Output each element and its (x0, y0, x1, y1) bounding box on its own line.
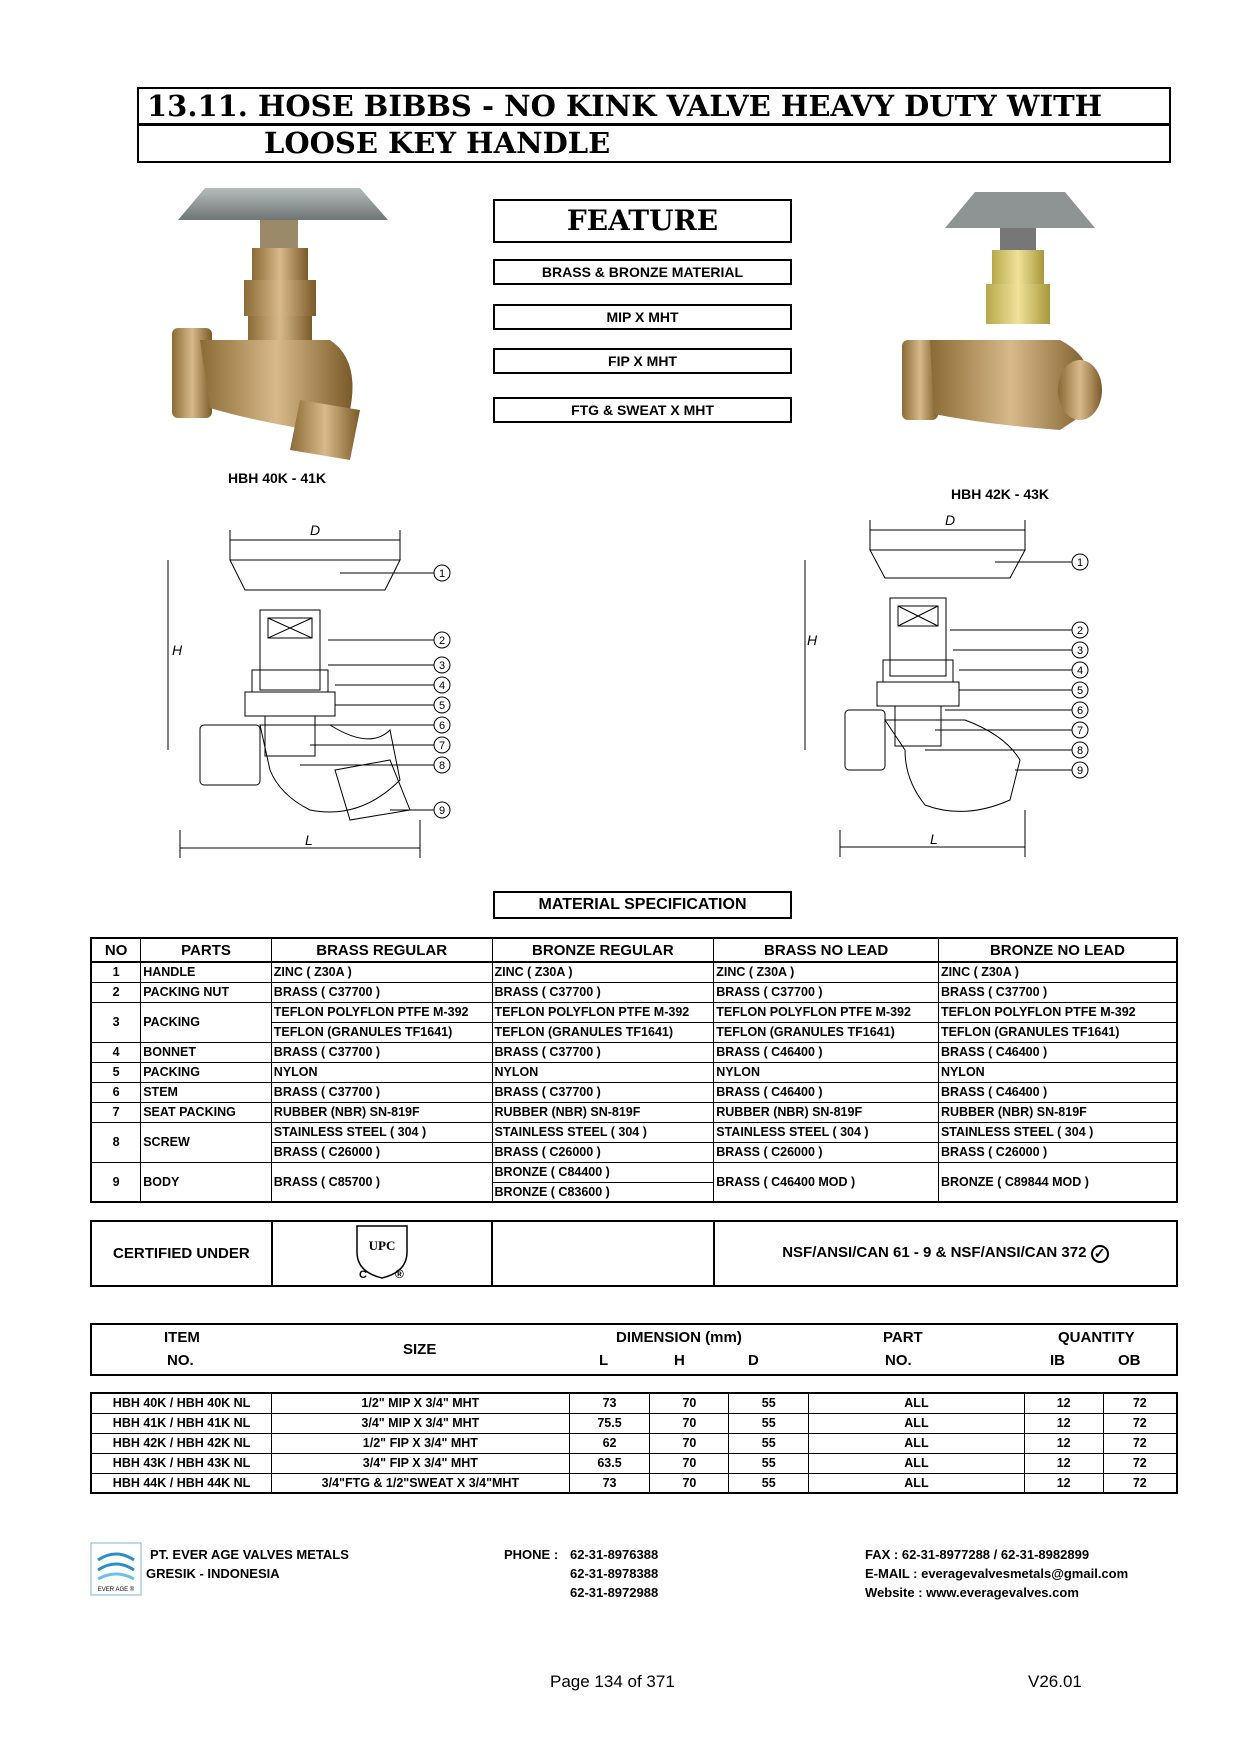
row-no: 4 (91, 1042, 141, 1062)
dim-label-l: L (305, 832, 313, 848)
cell: STAINLESS STEEL ( 304 ) (271, 1122, 492, 1142)
callout: 4 (1076, 665, 1084, 677)
cell: STAINLESS STEEL ( 304 ) (714, 1122, 939, 1142)
table-row (91, 1002, 1177, 1022)
version: V26.01 (1028, 1672, 1082, 1691)
header-h: H (674, 1352, 685, 1369)
header-part-no: NO. (885, 1352, 912, 1369)
row-no: 8 (91, 1122, 141, 1162)
feature-item: MIP X MHT (493, 304, 792, 330)
section-title-line2: LOOSE KEY HANDLE (137, 124, 1171, 163)
header-quantity: QUANTITY (1058, 1329, 1135, 1346)
cell: BRASS ( C26000 ) (271, 1142, 492, 1162)
cell: BRASS ( C37700 ) (271, 982, 492, 1002)
header-size: SIZE (403, 1341, 437, 1358)
header-d: D (748, 1352, 759, 1369)
row-part: HANDLE (141, 962, 272, 982)
cell-h: 70 (650, 1473, 729, 1493)
cell: BRASS ( C37700 ) (271, 1042, 492, 1062)
cell-l: 73 (569, 1473, 650, 1493)
callout: 2 (1076, 625, 1084, 637)
row-no: 3 (91, 1002, 141, 1042)
cell: RUBBER (NBR) SN-819F (492, 1102, 714, 1122)
cell: RUBBER (NBR) SN-819F (714, 1102, 939, 1122)
company-name: PT. EVER AGE VALVES METALS (150, 1547, 349, 1562)
row-no: 2 (91, 982, 141, 1002)
cell: BRASS ( C37700 ) (492, 1082, 714, 1102)
phone-2: 62-31-8978388 (570, 1566, 659, 1581)
callout: 2 (438, 635, 446, 647)
cell: BRASS ( C26000 ) (714, 1142, 939, 1162)
cell-h: 70 (650, 1393, 729, 1413)
cell-ib: 12 (1024, 1393, 1103, 1413)
fax: FAX : 62-31-8977288 / 62-31-8982899 (865, 1547, 1090, 1562)
cell-part: ALL (809, 1453, 1025, 1473)
row-part: BODY (141, 1162, 272, 1202)
cell: ZINC ( Z30A ) (938, 962, 1177, 982)
cell: TEFLON POLYFLON PTFE M-392 (714, 1002, 939, 1022)
cell: TEFLON POLYFLON PTFE M-392 (938, 1002, 1177, 1022)
upc-logo (349, 1222, 415, 1280)
dimension-table-header (90, 1323, 1178, 1376)
header-item: ITEM (164, 1329, 200, 1346)
table-row (91, 982, 1177, 1002)
callout: 6 (1076, 705, 1084, 717)
check-badge-icon: ✓ (1091, 1245, 1109, 1263)
callout: 7 (1076, 725, 1084, 737)
column-header: NO (91, 938, 141, 962)
cell-ib: 12 (1024, 1473, 1103, 1493)
callout: 6 (438, 720, 446, 732)
cell: ZINC ( Z30A ) (271, 962, 492, 982)
row-no: 9 (91, 1162, 141, 1202)
column-header: BRASS NO LEAD (714, 938, 939, 962)
cell-d: 55 (729, 1413, 809, 1433)
cell-item: HBH 42K / HBH 42K NL (91, 1433, 272, 1453)
dim-label-d: D (310, 522, 321, 538)
callout: 5 (1076, 685, 1084, 697)
dim-label-l: L (930, 831, 938, 847)
cell-ib: 12 (1024, 1453, 1103, 1473)
page-number: Page 134 of 371 (550, 1672, 675, 1691)
row-no: 5 (91, 1062, 141, 1082)
right-photo-caption: HBH 42K - 43K (951, 486, 1050, 502)
table-row (91, 962, 1177, 982)
technical-drawing-right (795, 510, 1095, 865)
cell: BRONZE ( C83600 ) (492, 1182, 714, 1202)
column-header: BRONZE REGULAR (492, 938, 714, 962)
cell-h: 70 (650, 1413, 729, 1433)
feature-item: FIP X MHT (493, 348, 792, 374)
cell-item: HBH 44K / HBH 44K NL (91, 1473, 272, 1493)
table-row (91, 1082, 1177, 1102)
cell-item: HBH 41K / HBH 41K NL (91, 1413, 272, 1433)
cell-size: 3/4" MIP X 3/4" MHT (272, 1413, 569, 1433)
cell: TEFLON (GRANULES TF1641) (492, 1022, 714, 1042)
upc-logo-text: UPC (368, 1238, 396, 1253)
cell-h: 70 (650, 1453, 729, 1473)
cell-part: ALL (809, 1413, 1025, 1433)
cell: STAINLESS STEEL ( 304 ) (492, 1122, 714, 1142)
cell: BRASS ( C46400 ) (714, 1082, 939, 1102)
callout: 8 (438, 760, 446, 772)
table-row (91, 1413, 1177, 1433)
cell: TEFLON (GRANULES TF1641) (938, 1022, 1177, 1042)
cell: BRONZE ( C84400 ) (492, 1162, 714, 1182)
header-item-no: NO. (167, 1352, 194, 1369)
cell-ob: 72 (1103, 1413, 1177, 1433)
header-ob: OB (1118, 1352, 1141, 1369)
website: Website : www.everagevalves.com (865, 1585, 1079, 1600)
cell: BRASS ( C37700 ) (938, 982, 1177, 1002)
cell: RUBBER (NBR) SN-819F (271, 1102, 492, 1122)
cell: ZINC ( Z30A ) (714, 962, 939, 982)
cell: BRASS ( C37700 ) (271, 1082, 492, 1102)
company-city: GRESIK - INDONESIA (146, 1566, 280, 1581)
callout: 7 (438, 740, 446, 752)
feature-heading: FEATURE (493, 199, 792, 243)
cell: ZINC ( Z30A ) (492, 962, 714, 982)
callout: 5 (438, 700, 446, 712)
cell: BRONZE ( C89844 MOD ) (938, 1162, 1177, 1202)
cell-l: 73 (569, 1393, 650, 1413)
cell: NYLON (938, 1062, 1177, 1082)
cell: BRASS ( C37700 ) (492, 982, 714, 1002)
cell: NYLON (271, 1062, 492, 1082)
cell-l: 75.5 (569, 1413, 650, 1433)
cell-d: 55 (729, 1473, 809, 1493)
dim-label-h: H (807, 632, 818, 648)
callout: 3 (1076, 645, 1084, 657)
table-row (91, 1393, 1177, 1413)
cell-size: 1/2" FIP X 3/4" MHT (272, 1433, 569, 1453)
cell: BRASS ( C46400 MOD ) (714, 1162, 939, 1202)
header-dimension: DIMENSION (mm) (616, 1329, 742, 1346)
table-row (91, 1122, 1177, 1142)
cell: BRASS ( C26000 ) (938, 1142, 1177, 1162)
email: E-MAIL : everagevalvesmetals@gmail.com (865, 1566, 1129, 1581)
logo-text: EVER AGE ® (97, 1587, 135, 1593)
row-part: SEAT PACKING (141, 1102, 272, 1122)
company-logo (90, 1542, 142, 1596)
cell: TEFLON (GRANULES TF1641) (714, 1022, 939, 1042)
cell-ib: 12 (1024, 1433, 1103, 1453)
cell: TEFLON (GRANULES TF1641) (271, 1022, 492, 1042)
material-spec-heading: MATERIAL SPECIFICATION (493, 891, 792, 919)
header-l: L (599, 1352, 609, 1369)
column-header: PARTS (141, 938, 272, 962)
upc-logo-c: C (359, 1269, 368, 1280)
callout: 8 (1076, 745, 1084, 757)
cell: BRASS ( C46400 ) (714, 1042, 939, 1062)
callout: 9 (438, 805, 446, 817)
phone-label: PHONE : (504, 1547, 559, 1562)
row-no: 6 (91, 1082, 141, 1102)
cell-l: 63.5 (569, 1453, 650, 1473)
table-header-row (91, 938, 1177, 962)
upc-logo-r: ® (395, 1267, 404, 1280)
table-row (91, 1433, 1177, 1453)
cell-d: 55 (729, 1453, 809, 1473)
cell: BRASS ( C26000 ) (492, 1142, 714, 1162)
cell-ob: 72 (1103, 1393, 1177, 1413)
phone-1: 62-31-8976388 (570, 1547, 659, 1562)
cell: NYLON (714, 1062, 939, 1082)
table-row (91, 1062, 1177, 1082)
row-no: 7 (91, 1102, 141, 1122)
cell-size: 3/4"FTG & 1/2"SWEAT X 3/4"MHT (272, 1473, 569, 1493)
technical-drawing-left (160, 520, 460, 865)
table-row (91, 1473, 1177, 1493)
left-photo-caption: HBH 40K - 41K (228, 470, 327, 486)
table-row (91, 1162, 1177, 1182)
row-no: 1 (91, 962, 141, 982)
cell-ib: 12 (1024, 1413, 1103, 1433)
cell-ob: 72 (1103, 1473, 1177, 1493)
row-part: BONNET (141, 1042, 272, 1062)
column-header: BRASS REGULAR (271, 938, 492, 962)
row-part: STEM (141, 1082, 272, 1102)
column-header: BRONZE NO LEAD (938, 938, 1177, 962)
row-part: SCREW (141, 1122, 272, 1162)
cell-l: 62 (569, 1433, 650, 1453)
cell-part: ALL (809, 1393, 1025, 1413)
cell-size: 3/4" FIP X 3/4" MHT (272, 1453, 569, 1473)
dimension-table (90, 1392, 1178, 1494)
cell: STAINLESS STEEL ( 304 ) (938, 1122, 1177, 1142)
row-part: PACKING (141, 1062, 272, 1082)
cell-size: 1/2" MIP X 3/4" MHT (272, 1393, 569, 1413)
section-title-line1: 13.11. HOSE BIBBS - NO KINK VALVE HEAVY DUTY WITH (137, 87, 1171, 125)
callout: 1 (438, 568, 446, 580)
material-spec-table (90, 937, 1178, 1203)
header-ib: IB (1050, 1352, 1065, 1369)
cell: BRASS ( C37700 ) (714, 982, 939, 1002)
valve-photo-left (160, 180, 420, 470)
dim-label-d: D (945, 512, 956, 528)
cell-part: ALL (809, 1433, 1025, 1453)
cell: BRASS ( C46400 ) (938, 1082, 1177, 1102)
cell: TEFLON POLYFLON PTFE M-392 (271, 1002, 492, 1022)
cell-ob: 72 (1103, 1453, 1177, 1473)
cell-d: 55 (729, 1433, 809, 1453)
cell-item: HBH 40K / HBH 40K NL (91, 1393, 272, 1413)
header-part: PART (883, 1329, 923, 1346)
cell: BRASS ( C46400 ) (938, 1042, 1177, 1062)
phone-3: 62-31-8972988 (570, 1585, 659, 1600)
valve-photo-right (890, 190, 1130, 470)
dim-label-h: H (172, 642, 183, 658)
table-row (91, 1102, 1177, 1122)
certification-table (90, 1220, 1178, 1287)
cell-item: HBH 43K / HBH 43K NL (91, 1453, 272, 1473)
cell-h: 70 (650, 1433, 729, 1453)
cell-d: 55 (729, 1393, 809, 1413)
feature-item: BRASS & BRONZE MATERIAL (493, 259, 792, 285)
row-part: PACKING NUT (141, 982, 272, 1002)
cell: RUBBER (NBR) SN-819F (938, 1102, 1177, 1122)
cell-ob: 72 (1103, 1433, 1177, 1453)
table-row (91, 1042, 1177, 1062)
cell-part: ALL (809, 1473, 1025, 1493)
feature-item: FTG & SWEAT X MHT (493, 397, 792, 423)
certified-under-label: CERTIFIED UNDER (91, 1221, 272, 1286)
row-part: PACKING (141, 1002, 272, 1042)
callout: 9 (1076, 765, 1084, 777)
cell: NYLON (492, 1062, 714, 1082)
cell: BRASS ( C85700 ) (271, 1162, 492, 1202)
callout: 3 (438, 660, 446, 672)
nsf-standard: NSF/ANSI/CAN 61 - 9 & NSF/ANSI/CAN 372 (782, 1244, 1087, 1262)
cell: TEFLON POLYFLON PTFE M-392 (492, 1002, 714, 1022)
callout: 1 (1076, 557, 1084, 569)
callout: 4 (438, 680, 446, 692)
cell: BRASS ( C37700 ) (492, 1042, 714, 1062)
table-row (91, 1453, 1177, 1473)
